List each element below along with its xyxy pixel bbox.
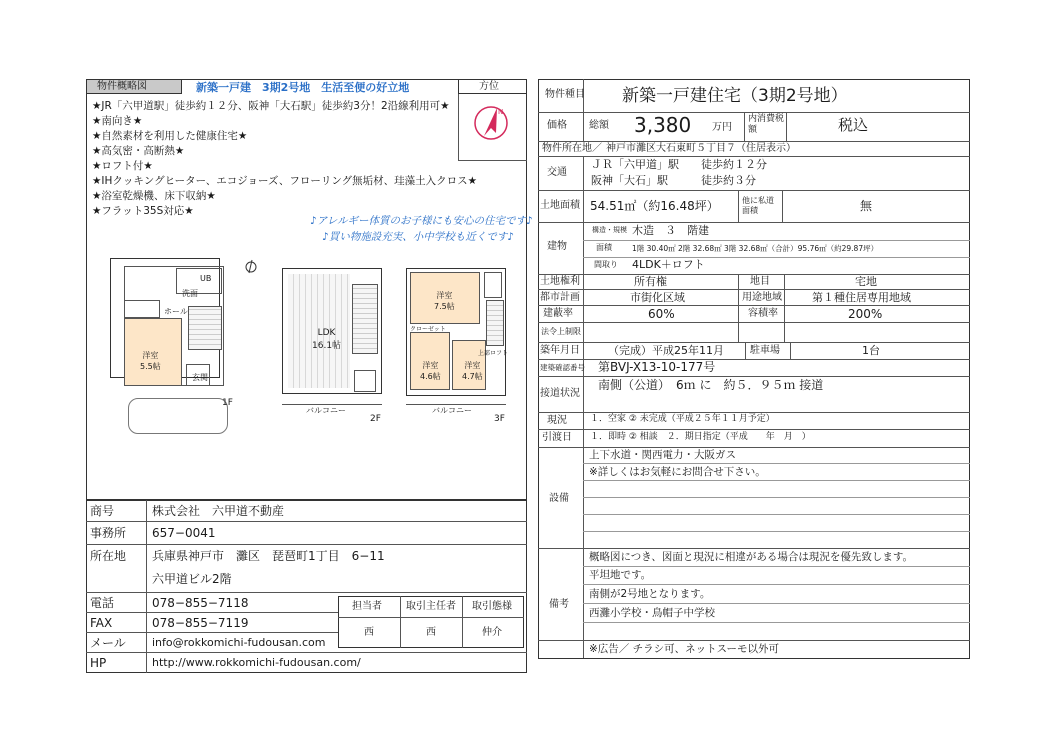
company-fax: 078−855−7119 xyxy=(152,616,249,630)
remark-1: 概略図につき、図面と現況に相違がある場合は現況を優先致します。 xyxy=(589,551,914,563)
floor2-balcony: バルコニー xyxy=(306,406,346,415)
room-1f-entrance: 玄関 xyxy=(192,373,208,382)
rights-value: 所有権 xyxy=(634,275,667,288)
ad-note: ※広告／ チラシ可、ネットスーモ以外可 xyxy=(589,643,780,655)
facility-label: 設備 xyxy=(549,493,569,504)
rights-label: 土地権利 xyxy=(540,276,580,287)
room-1f-washroom: 洗面 xyxy=(182,289,198,298)
remarks-label: 備考 xyxy=(549,599,569,610)
tax-label: 内消費税額 xyxy=(748,114,785,135)
north-arrow-small-icon xyxy=(244,258,258,274)
floor2-label: 2F xyxy=(370,414,381,424)
status-label: 現況 xyxy=(547,415,567,426)
note-2: ♪買い物施設充実、小中学校も近くです♪ xyxy=(322,231,514,243)
tax-value: 税込 xyxy=(838,116,869,134)
stamp-value-mode: 仲介 xyxy=(482,627,502,638)
stamp-value-agent: 西 xyxy=(364,627,374,638)
coverage-value: 60% xyxy=(648,307,675,321)
feature-3: ★自然素材を利用した健康住宅★ xyxy=(92,130,248,142)
floor3-balcony: バルコニー xyxy=(432,406,472,415)
feature-4: ★高気密・高断熱★ xyxy=(92,145,185,157)
stamp-header-chief: 取引主任者 xyxy=(406,601,456,612)
feature-8: ★フラット35S対応★ xyxy=(92,205,194,217)
handover-value: １．即時 ② 相談 ２．期日指定（平成 年 月 ） xyxy=(590,432,811,442)
company-key-fax: FAX xyxy=(90,616,113,630)
company-postal: 657−0041 xyxy=(152,526,216,540)
company-address-2: 六甲道ビル2階 xyxy=(152,572,232,586)
company-key-address: 所在地 xyxy=(90,549,127,563)
left-header-title: 新築一戸建 3期2号地 生活至便の好立地 xyxy=(196,81,410,94)
company-email[interactable]: info@rokkomichi-fudousan.com xyxy=(152,636,326,649)
traffic-line-1: ＪＲ「六甲道」駅 徒歩約１２分 xyxy=(591,158,767,171)
land-value: 54.51㎡（約16.48坪） xyxy=(590,199,719,213)
stamp-value-chief: 西 xyxy=(426,627,436,638)
company-key-name: 商号 xyxy=(90,504,115,518)
remark-3: 南側が2号地となります。 xyxy=(589,588,711,600)
cert-value: 第BVJ-X13-10-177号 xyxy=(598,360,716,374)
compass-north-icon xyxy=(472,104,510,142)
chimoku-value: 宅地 xyxy=(855,275,877,288)
location-value: 神戸市灘区大石東町５丁目７（住居表示） xyxy=(606,143,796,154)
type-value: 新築一戸建住宅（3期2号地） xyxy=(622,86,848,106)
price-value: 3,380 xyxy=(634,113,692,137)
layout-label: 間取り xyxy=(594,260,618,269)
company-key-phone: 電話 xyxy=(90,596,115,610)
remark-4: 西灘小学校・鳥帽子中学校 xyxy=(589,607,715,619)
feature-6: ★IHクッキングヒーター、エコジョーズ、フローリング無垢材、珪藻土入クロス★ xyxy=(92,175,478,187)
room-1f-hall: ホール xyxy=(164,307,188,316)
parking-label: 駐車場 xyxy=(750,345,780,356)
company-address: 兵庫県神戸市 灘区 琵琶町1丁目 6−11 xyxy=(152,549,385,563)
feature-1: ★JR「六甲道駅」徒歩約１２分、阪神「大石駅」徒歩約3分！2沿線利用可★ xyxy=(92,100,450,112)
left-header-label: 物件概略図 xyxy=(97,81,147,92)
facility-1: 上下水道・関西電力・大阪ガス xyxy=(589,449,736,461)
direction-label-cell xyxy=(458,79,527,94)
company-name: 株式会社 六甲道不動産 xyxy=(152,504,285,518)
room-1f-ub: UB xyxy=(200,274,212,283)
company-key-hp: HP xyxy=(90,656,107,670)
other-road-value: 無 xyxy=(860,199,873,213)
price-total-label: 総額 xyxy=(589,120,609,131)
room-2f-ldk: LDK 16.1帖 xyxy=(312,328,342,351)
chimoku-label: 地目 xyxy=(750,276,770,287)
type-label: 物件種目 xyxy=(545,89,585,100)
layout-value: 4LDK＋ロフト xyxy=(632,258,705,271)
feature-5: ★ロフト付★ xyxy=(92,160,153,172)
area-value: 1階 30.40㎡ 2階 32.68㎡ 3階 32.68㎡（合計）95.76㎡（約29.87坪） xyxy=(632,244,879,253)
far-value: 200% xyxy=(848,307,883,321)
struct-label: 構造・規模 xyxy=(592,226,627,234)
road-value: 南側（公道） 6ｍ に 約５．９５ｍ 接道 xyxy=(598,378,824,392)
law-label: 法令上制限 xyxy=(541,327,581,336)
floor3-label: 3F xyxy=(494,414,505,424)
remark-2: 平坦地です。 xyxy=(589,569,652,581)
room-3f-western-c: 洋室 4.7帖 xyxy=(462,361,483,381)
building-label: 建物 xyxy=(547,241,567,252)
direction-box-left xyxy=(458,94,459,160)
far-label: 容積率 xyxy=(748,308,778,319)
status-value: １．空家 ② 未完成（平成２５年１１月予定） xyxy=(590,414,775,424)
handover-label: 引渡日 xyxy=(542,432,572,443)
road-label: 接道状況 xyxy=(540,388,580,399)
room-3f-western-a: 洋室 7.5帖 xyxy=(434,291,455,311)
direction-label: 方位 xyxy=(479,81,499,92)
urban-label: 都市計画 xyxy=(540,292,580,303)
zone-label: 用途地域 xyxy=(742,292,782,303)
room-3f-closet: クローゼット xyxy=(410,326,446,333)
traffic-label: 交通 xyxy=(547,167,567,178)
built-value: （完成）平成25年11月 xyxy=(608,344,724,357)
company-phone: 078−855−7118 xyxy=(152,596,249,610)
area-label: 面積 xyxy=(596,243,612,252)
stamp-header-mode: 取引態様 xyxy=(472,601,512,612)
price-label: 価格 xyxy=(547,120,567,131)
stamp-header-agent: 担当者 xyxy=(352,601,382,612)
floor1-label: 1F xyxy=(222,398,233,408)
room-3f-loft: 上部ロフト xyxy=(478,350,509,357)
price-unit: 万円 xyxy=(712,122,732,133)
company-website[interactable]: http://www.rokkomichi-fudousan.com/ xyxy=(152,656,361,669)
other-road-label: 他に私道面積 xyxy=(742,196,774,215)
feature-2: ★南向き★ xyxy=(92,115,143,127)
cert-label: 建築確認番号 xyxy=(540,363,585,372)
left-header-label-cell xyxy=(86,79,182,94)
land-label: 土地面積 xyxy=(540,200,580,211)
note-1: ♪アレルギー体質のお子様にも安心の住宅です♪ xyxy=(310,215,533,227)
room-3f-western-b: 洋室 4.6帖 xyxy=(420,361,441,381)
urban-value: 市街化区域 xyxy=(630,291,685,304)
parking-value: 1台 xyxy=(862,344,880,357)
feature-7: ★浴室乾燥機、床下収納★ xyxy=(92,190,216,202)
struct-value: 木造 ３ 階建 xyxy=(632,224,709,237)
location-label: 物件所在地／ xyxy=(542,143,602,154)
svg-text:N: N xyxy=(498,108,504,116)
coverage-label: 建蔽率 xyxy=(543,308,573,319)
company-key-email: メール xyxy=(90,636,126,650)
facility-2: ※詳しくはお気軽にお問合せ下さい。 xyxy=(589,466,766,478)
traffic-line-2: 阪神「大石」駅 徒歩約３分 xyxy=(591,174,756,187)
direction-box-bottom xyxy=(458,160,527,161)
zone-value: 第１種住居専用地域 xyxy=(812,291,911,304)
room-1f-western: 洋室 5.5帖 xyxy=(140,351,161,371)
company-key-office: 事務所 xyxy=(90,526,127,540)
built-label: 築年月日 xyxy=(540,345,580,356)
